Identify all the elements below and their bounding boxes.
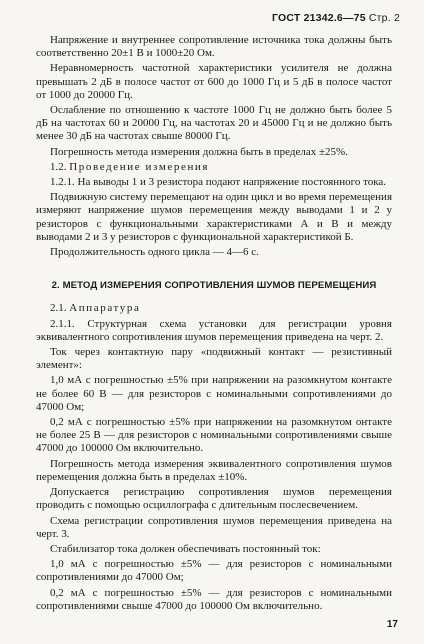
subsection-title: Проведение измерения — [69, 160, 210, 173]
subsection-title: Аппаратура — [69, 302, 141, 315]
subsection-heading — [36, 302, 392, 315]
paragraph: Ток через контактную пару «подвижный контакт — резистивный элемент»: — [36, 346, 392, 372]
paragraph: 0,2 мА с погрешностью ±5% — для резисторов с номинальными сопротивлениями свыше 47000 до 100000 Ом включительно. — [36, 586, 392, 612]
subsection-heading — [36, 161, 392, 174]
paragraph: 0,2 мА с погрешностью ±5% при напряжении на разомкнутом онтакте не более 25 В — для резисторов с номинальными сопротивлениями свыше 47000 до 100000 Ом включительно. — [36, 416, 392, 455]
paragraph: 1.2.1. На выводы 1 и 3 резистора подают напряжение постоянного тока. — [50, 176, 387, 189]
paragraph: 1,0 мА с погрешностью ±5% — для резисторов с номинальными сопротивлениями до 47000 Ом; — [36, 558, 392, 584]
document-body — [36, 34, 392, 615]
paragraph: 2.1.1. Структурная схема установки для регистрации уровня эквивалентного сопротивления шумов перемещения приведена на черт. 2. — [36, 317, 392, 343]
section-heading: 2. МЕТОД ИЗМЕРЕНИЯ СОПРОТИВЛЕНИЯ ШУМОВ ПЕРЕМЕЩЕНИЯ — [51, 280, 377, 292]
paragraph: Схема регистрации сопротивления шумов перемещения приведена на черт. 3. — [36, 514, 392, 540]
paragraph: 1,0 мА с погрешностью ±5% при напряжении на разомкнутом контакте не более 60 В — для резисторов с номинальными сопротивлениями до 47000 Ом; — [36, 374, 392, 413]
paragraph: Подвижную систему перемещают на один цикл и во время перемещения измеряют напряжение шумов перемещения между выводами 1 и 2 у резисторов с функциональными характеристиками А и В и между выводами 2 и 3 у резисторов с функциональной характеристикой Б. — [36, 191, 392, 243]
paragraph: Напряжение и внутреннее сопротивление источника тока должны быть соответственно 20±1 В и 1000±20 Ом. — [36, 34, 392, 60]
paragraph: Допускается регистрацию сопротивления шумов перемещения проводить с помощью осциллографа с длительным послесвечением. — [36, 486, 392, 512]
subsection-number: 2.1. — [50, 302, 67, 315]
paragraph: Ослабление по отношению к частоте 1000 Гц не должно быть более 5 дБ на частотах 60 и 20000 Гц, на частотах 20 и 45000 Гц и не должно быть менее 30 дБ на частотах свыше 80000 Гц. — [36, 104, 392, 143]
paragraph: Стабилизатор тока должен обеспечивать постоянный ток: — [50, 542, 321, 555]
page-label: Стр. 2 — [368, 12, 400, 24]
page-number: 17 — [386, 619, 398, 630]
paragraph: Неравномерность частотной характеристики усилителя не должна превышать 2 дБ в полосе частот от 600 до 1000 Гц и 5 дБ в полосе частот от 1000 до 20000 Гц. — [36, 62, 392, 101]
paragraph: Погрешность метода измерения должна быть в пределах ±25%. — [50, 145, 348, 158]
paragraph: Продолжительность одного цикла — 4—6 с. — [50, 246, 259, 259]
subsection-number: 1.2. — [50, 160, 67, 173]
paragraph: Погрешность метода измерения эквивалентного сопротивления шумов перемещения должна быть в пределах ±10%. — [36, 457, 392, 483]
standard-number: ГОСТ 21342.6—75 — [271, 12, 366, 24]
page-header — [272, 12, 400, 24]
